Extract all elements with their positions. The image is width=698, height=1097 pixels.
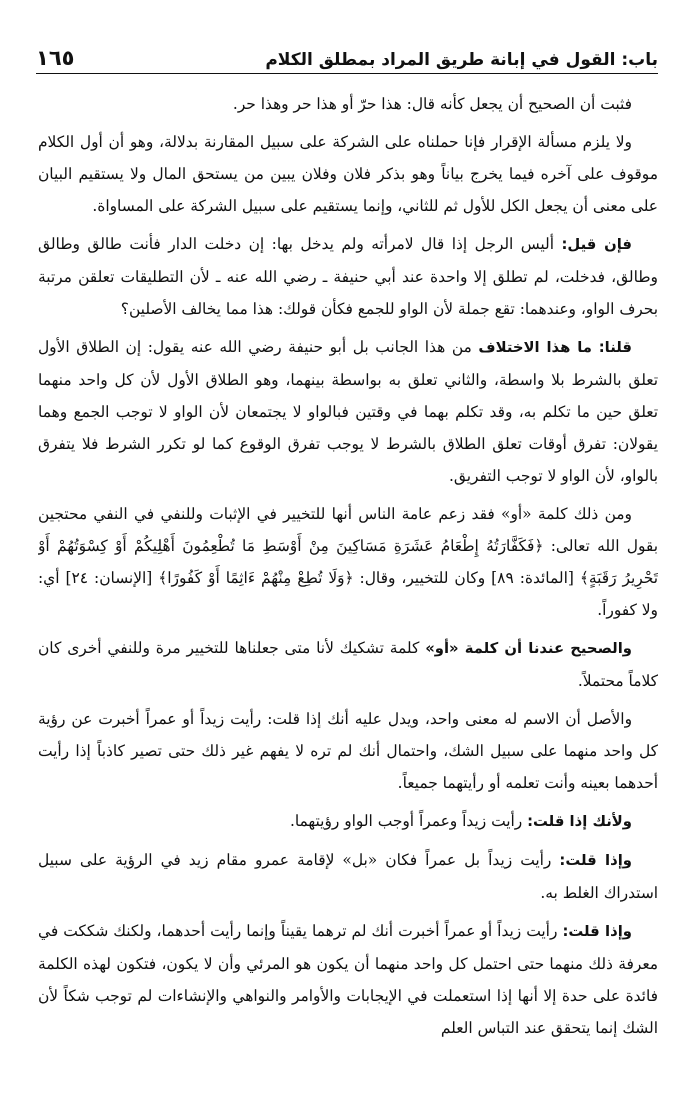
paragraph-text: رأيت زيداً أو عمراً أخبرت أنك لم ترهما يقيناً وإنما رأيت أحدهما، ولكنك شككت في معرفة ذلك منهما حتى احتمل كل واحد منهما أن يكون هو المرئي وأن لا يكون، فتكون لهذه الكلمة فائدة على حدة إلا أنها إذا استعملت في الإيجابات والأوامر والنواهي والإنشاءات لم توجب شكاً لأن الشك إنما يتحقق عند التباس العلم — [38, 922, 658, 1037]
paragraph — [38, 844, 658, 909]
paragraph-lead: ولأنك إذا قلت: — [527, 813, 632, 830]
paragraph-text: رأيت زيداً بل عمراً فكان «بل» لإقامة عمرو مقام زيد في الرؤية على سبيل استدراك الغلط به. — [38, 851, 658, 902]
paragraph-lead: وإذا قلت: — [562, 923, 632, 940]
paragraph-text: رأيت زيداً وعمراً أوجب الواو رؤيتهما. — [289, 812, 523, 830]
paragraph-text: أليس الرجل إذا قال لامرأته ولم يدخل بها: إن دخلت الدار فأنت طالق وطالق وطالق، فدخلت، لم تطلق إلا واحدة عند أبي حنيفة ـ رضي الله عنه ـ لأن التطليقات تعلقن مرتبة بحرف الواو، وعندهما: تقع جملة لأن الواو للجمع فكأن قولك: هذا مما يخالف الأصلين؟ — [38, 235, 658, 318]
paragraph — [38, 915, 658, 1044]
page-body — [38, 88, 658, 1089]
paragraph — [38, 331, 658, 492]
paragraph — [38, 228, 658, 325]
paragraph — [38, 805, 658, 838]
paragraph-text: ومن ذلك كلمة «أو» فقد زعم عامة الناس أنها للتخيير في الإثبات وللنفي في النفي محتجين بقول الله تعالى: ﴿فَكَفَّارَتُهُ إِطْعَامُ عَشَرَةِ مَسَاكِينَ مِنْ أَوْسَطِ مَا تُطْعِمُونَ أَهْلِيكُمْ أَوْ كِسْوَتُهُمْ أَوْ تَحْرِيرُ رَقَبَةٍ﴾ [المائدة: ٨٩] وكان للتخيير، وقال: ﴿وَلَا تُطِعْ مِنْهُمْ ءَاثِمًا أَوْ كَفُورًا﴾ [الإنسان: ٢٤] أي: ولا كفوراً. — [38, 505, 658, 619]
paragraph — [38, 88, 658, 120]
paragraph-lead: قلنا: ما هذا الاختلاف — [478, 339, 632, 356]
paragraph-lead: وإذا قلت: — [559, 852, 632, 869]
paragraph — [38, 126, 658, 222]
header-divider — [36, 73, 658, 74]
paragraph-text: ولا يلزم مسألة الإقرار فإنا حملناه على الشركة على سبيل المقارنة بدلالة، وهو أن أول الكلام موقوف على آخره فيما يخرج بياناً وهو بذكر فلان وفلان يبين من يستحق المال ولا يستقيم البيان على معنى أن يجعل الكل للأول ثم للثاني، وإنما يستقيم على سبيل الشركة على المساواة. — [38, 133, 658, 215]
paragraph-text: من هذا الجانب بل أبو حنيفة رضي الله عنه يقول: إن الطلاق الأول تعلق بالشرط بلا واسطة، والثاني تعلق به بواسطة بينهما، وهو الطلاق الأول لأن كل واحد منهما تعلق حين ما تكلم به، وقد تكلم بهما في وقتين فبالواو لا يجتمعان لأن الواو لا توجب الجمع وهما يقولان: تفرق أوقات تعلق الطلاق بالشرط لا يوجب تفرق الوقوع كما لو تكرر الشرط فلا يتفرق بالواو، لأن الواو لا توجب التفريق. — [38, 338, 658, 485]
paragraph-lead: والصحيح عندنا أن كلمة «أو» — [425, 640, 632, 657]
paragraph-lead: فإن قيل: — [561, 236, 632, 253]
paragraph — [38, 703, 658, 799]
paragraph-text: فثبت أن الصحيح أن يجعل كأنه قال: هذا حرّ أو هذا حر وهذا حر. — [232, 95, 632, 113]
paragraph — [38, 498, 658, 626]
paragraph-text: والأصل أن الاسم له معنى واحد، ويدل عليه أنك إذا قلت: رأيت زيداً أو عمراً أخبرت عن رؤية كل واحد منهما على سبيل الشك، واحتمال أنك لم تره لا يفهم غير ذلك حتى تصير كاذباً إذا رأيت أحدهما بعينه وأنت تعلمه أو رأيتهما جميعاً. — [38, 710, 658, 792]
chapter-title: باب: القول في إبانة طريق المراد بمطلق الكلام — [265, 50, 658, 70]
paragraph-text: كلمة تشكيك لأنا متى جعلناها للتخيير مرة وللنفي أخرى كان كلاماً محتملاً. — [38, 639, 658, 690]
page-number: ١٦٥ — [36, 46, 75, 70]
paragraph — [38, 632, 658, 697]
running-header — [36, 36, 658, 70]
